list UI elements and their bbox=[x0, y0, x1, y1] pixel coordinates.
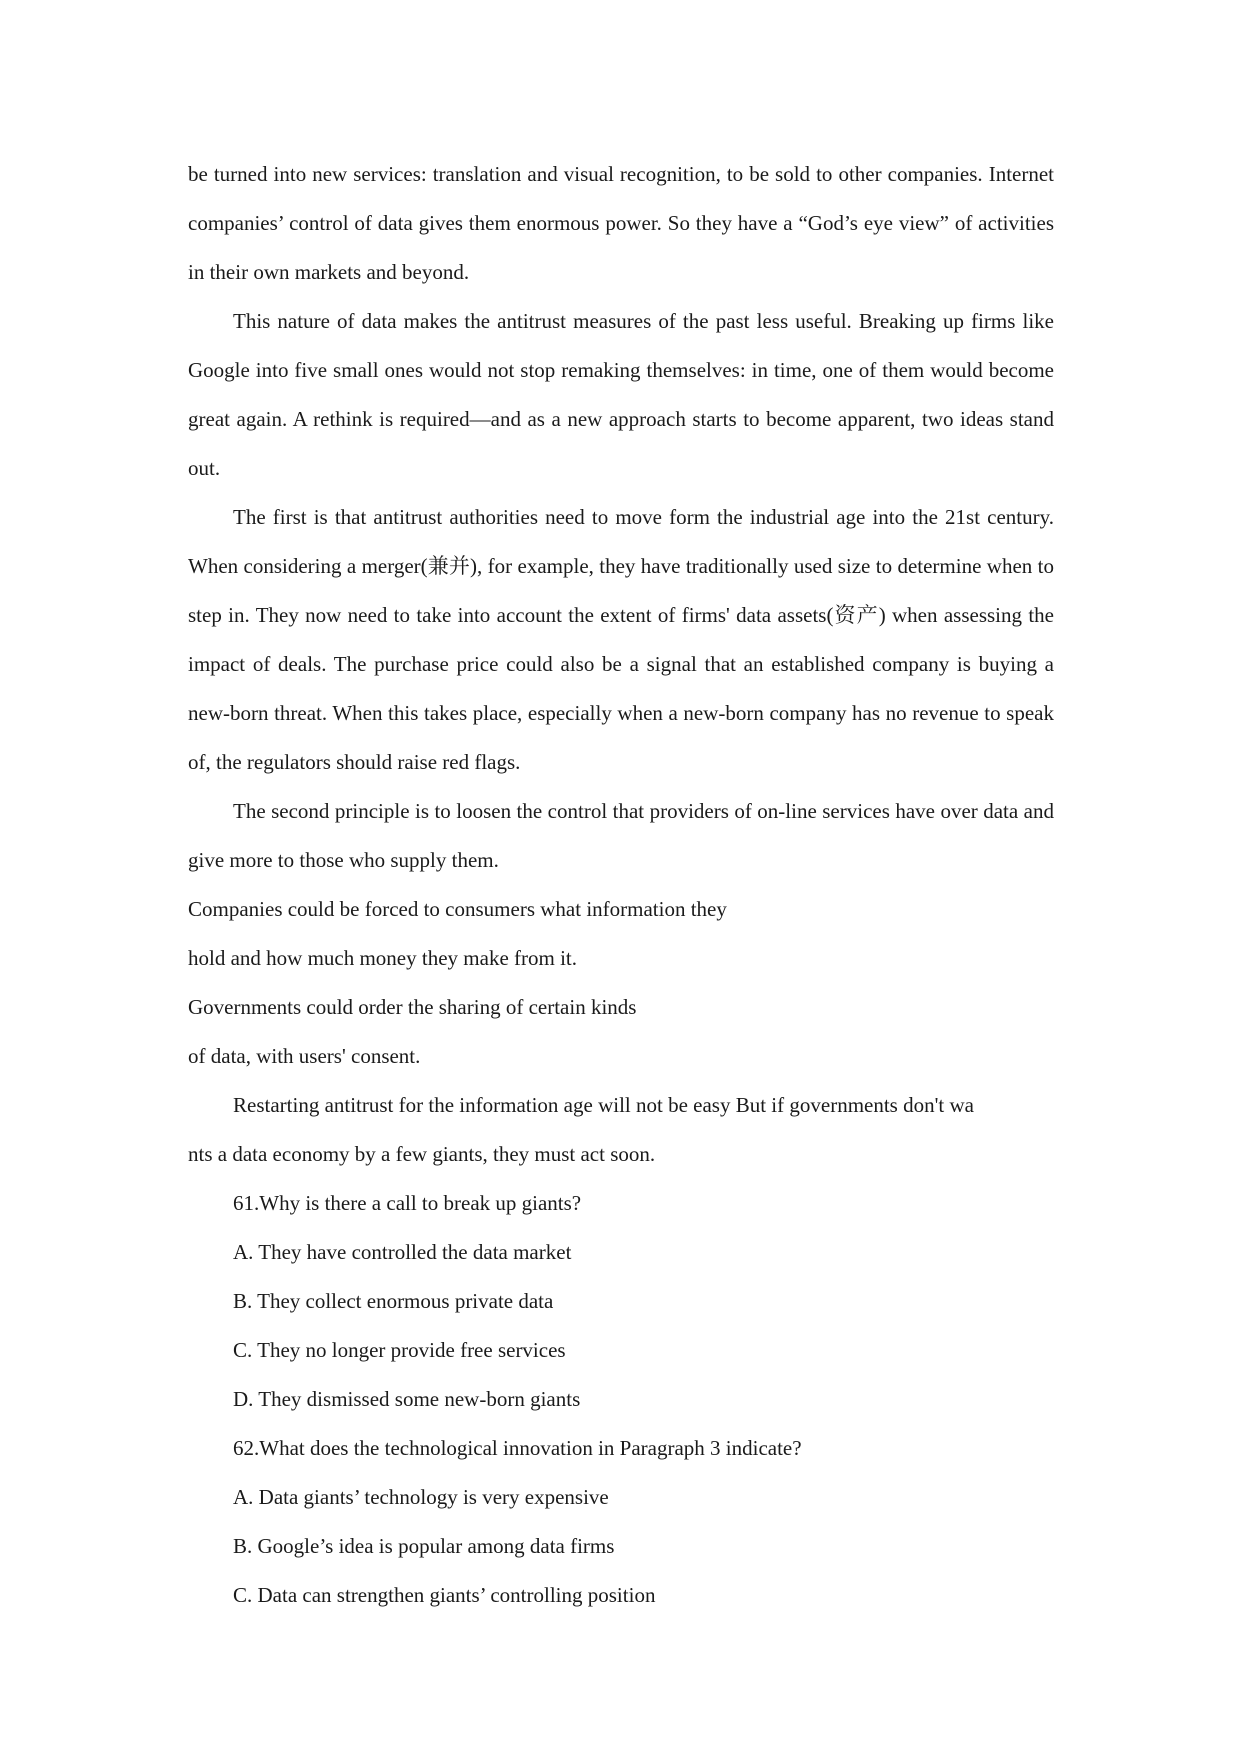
question-option: C. They no longer provide free services bbox=[233, 1338, 566, 1362]
passage-paragraph-first-idea: The first is that antitrust authorities need to move form the industrial age into the 21st century. When considering a merger(兼并), for example, they have traditionally used size to determine when to step in. They now need to take into account the extent of firms' data assets(资产) when assessing the impact of deals. The purchase price could also be a signal that an established company is buying a new-born threat. When this takes place, especially when a new-born company has no revenue to speak of, the regulators should raise red flags. bbox=[188, 505, 1054, 774]
passage-paragraph-continuation: be turned into new services: translation and visual recognition, to be sold to other companies. Internet companies’ control of data gives them enormous power. So they have a “God’s eye view” of activities in their own markets and beyond. bbox=[188, 162, 1054, 284]
question-stem: 61.Why is there a call to break up giants? bbox=[233, 1191, 582, 1215]
passage-line-companies-2: hold and how much money they make from it. bbox=[188, 946, 578, 970]
passage-line-governments-1: Governments could order the sharing of certain kinds bbox=[188, 995, 637, 1019]
question-61 bbox=[188, 1179, 1054, 1424]
passage-paragraph-antitrust-past: This nature of data makes the antitrust measures of the past less useful. Breaking up firms like Google into five small ones would not stop remaking themselves: in time, one of them would become great again. A rethink is required—and as a new approach starts to become apparent, two ideas stand out. bbox=[188, 309, 1054, 480]
question-option: B. They collect enormous private data bbox=[233, 1289, 554, 1313]
passage-paragraph-restart-line-2: nts a data economy by a few giants, they must act soon. bbox=[188, 1142, 656, 1166]
question-stem: 62.What does the technological innovation in Paragraph 3 indicate? bbox=[233, 1436, 802, 1460]
passage-paragraph-second-principle: The second principle is to loosen the control that providers of on-line services have over data and give more to those who supply them. bbox=[188, 799, 1054, 872]
question-option: C. Data can strengthen giants’ controlling position bbox=[233, 1583, 656, 1607]
passage-paragraph-restart-line-1: Restarting antitrust for the information age will not be easy But if governments don't wa bbox=[233, 1093, 974, 1117]
document-body bbox=[188, 150, 1054, 1620]
passage-line-companies-1: Companies could be forced to consumers what information they bbox=[188, 897, 727, 921]
passage-line-governments-2: of data, with users' consent. bbox=[188, 1044, 421, 1068]
question-option: D. They dismissed some new-born giants bbox=[233, 1387, 581, 1411]
question-option: A. They have controlled the data market bbox=[233, 1240, 572, 1264]
question-option: A. Data giants’ technology is very expensive bbox=[233, 1485, 609, 1509]
question-option: B. Google’s idea is popular among data firms bbox=[233, 1534, 615, 1558]
question-62 bbox=[188, 1424, 1054, 1620]
